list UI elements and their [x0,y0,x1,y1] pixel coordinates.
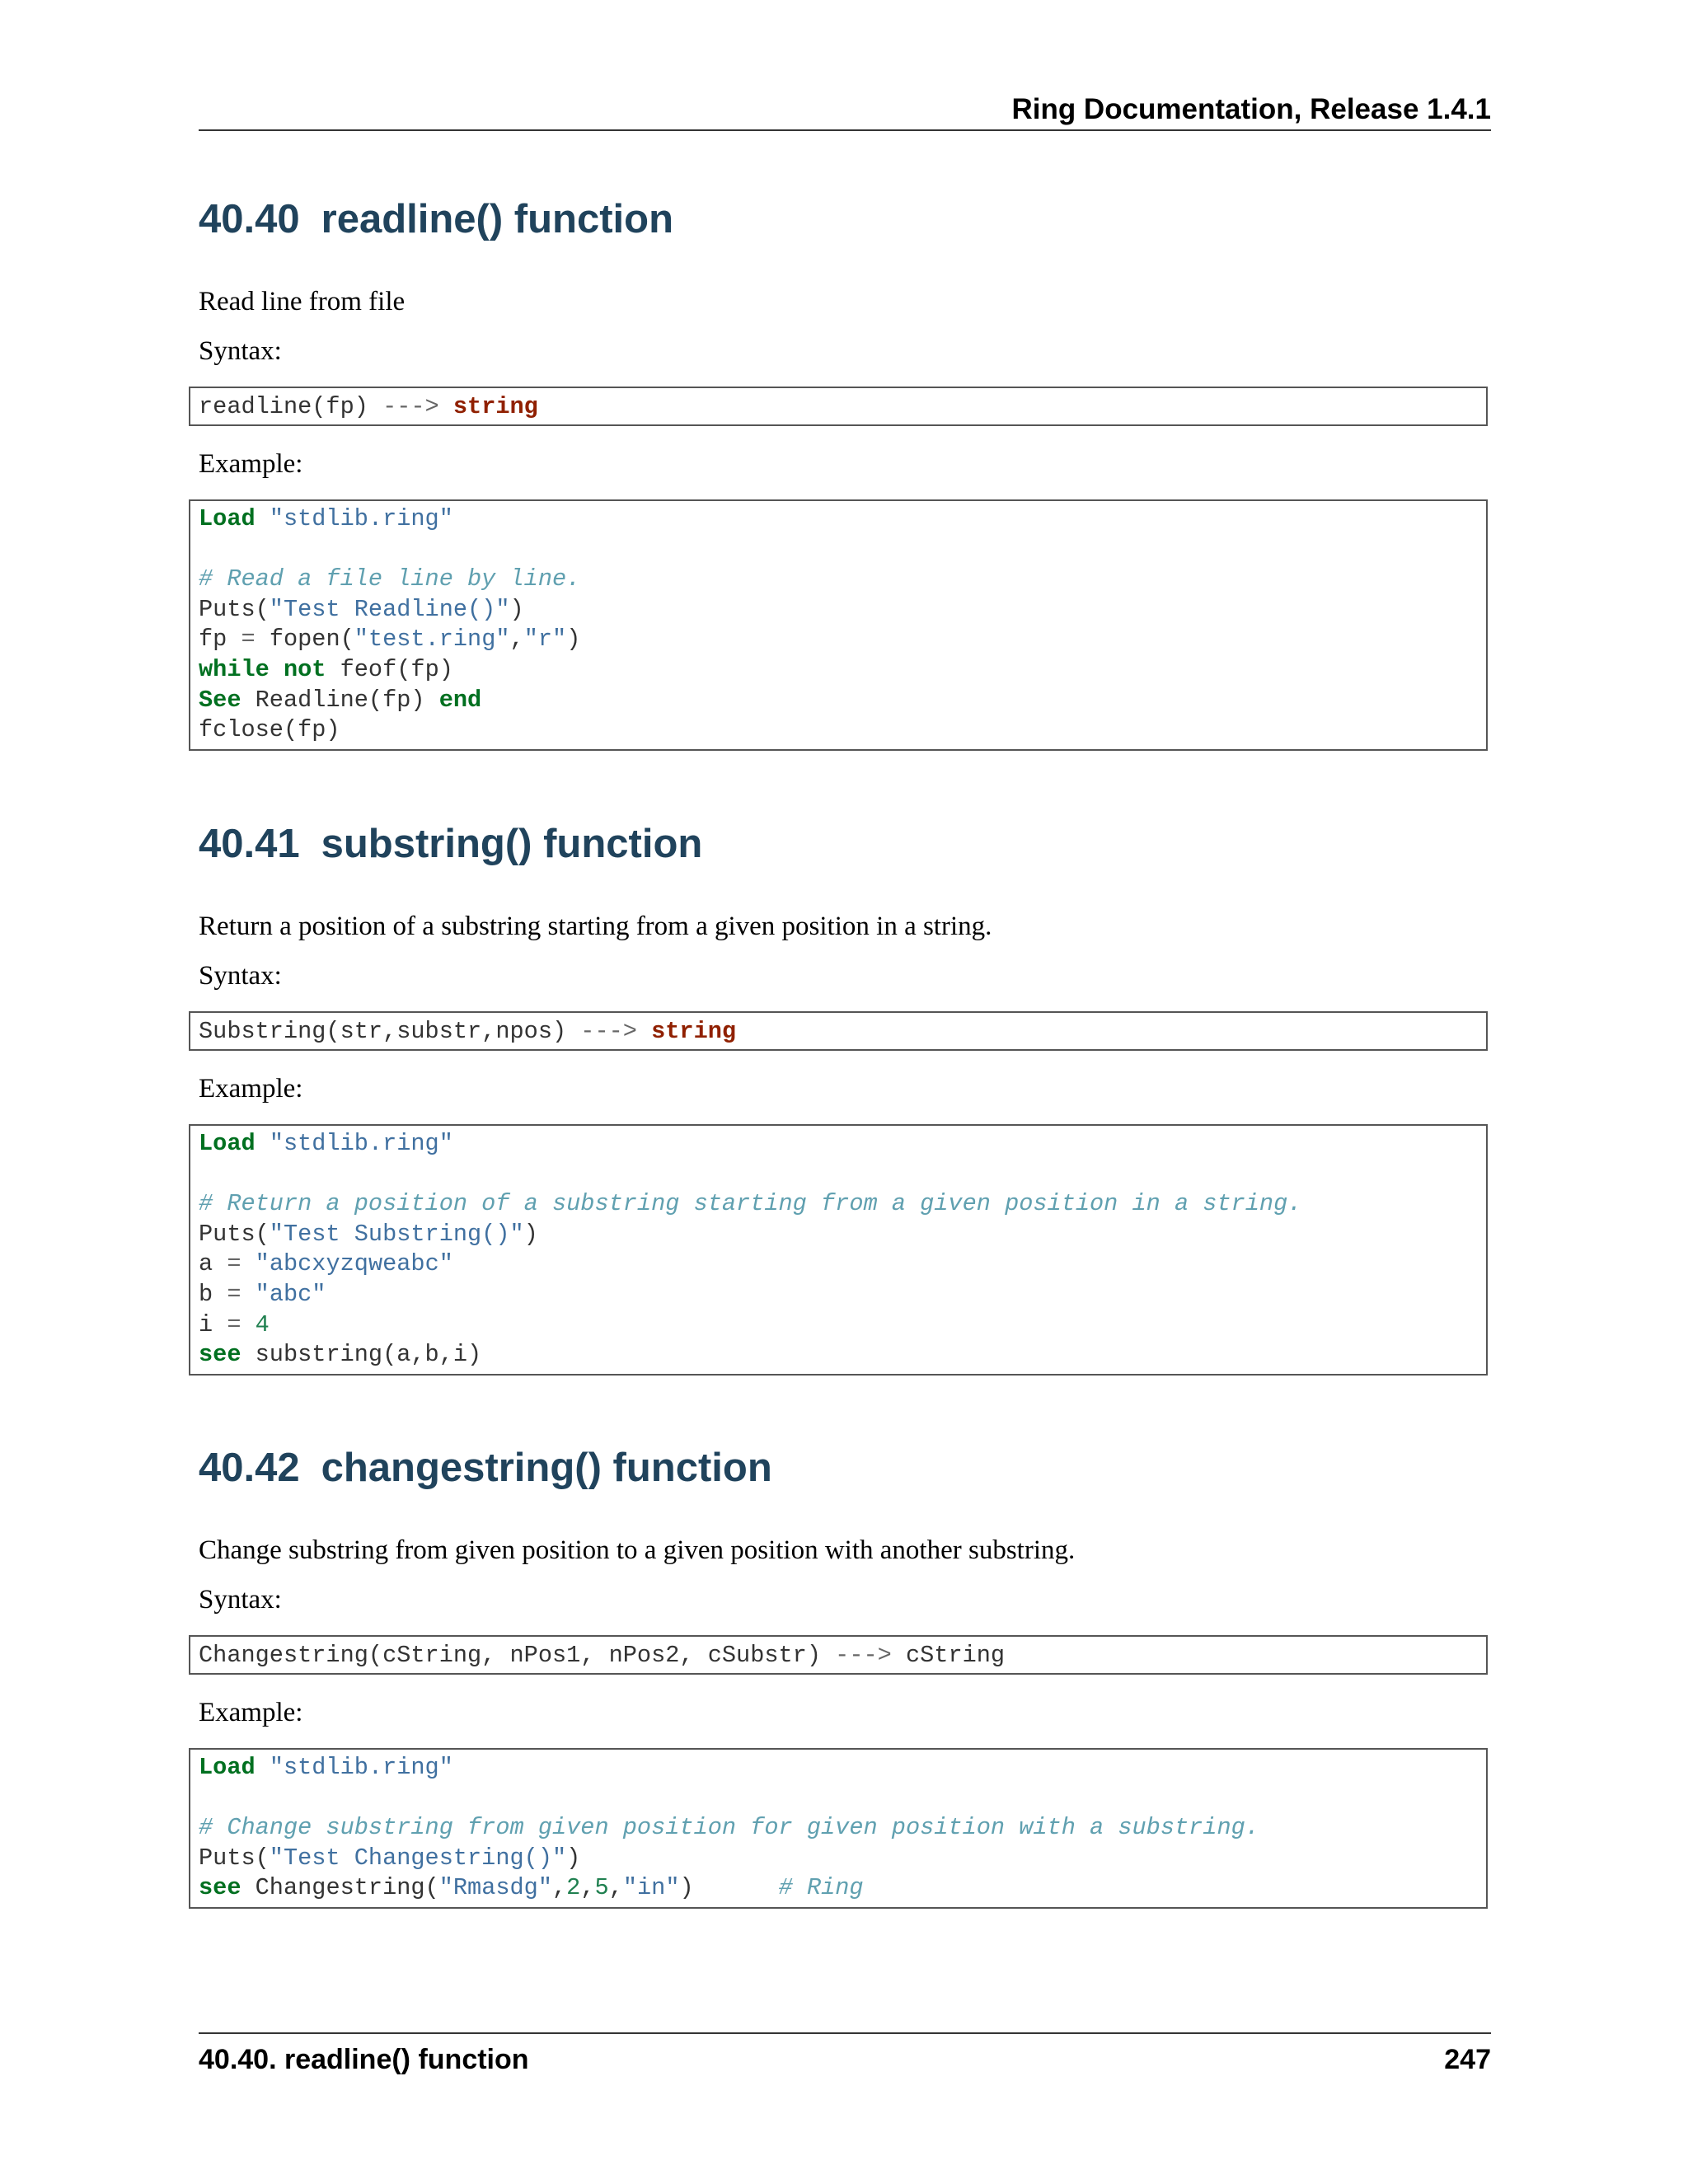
running-footer [199,2040,1491,2079]
section-title: substring() function [321,822,703,866]
code-line [199,1281,326,1308]
code-token: end [438,686,482,714]
code-token: "Test Readline()" [269,595,510,623]
code-token: Load [199,1130,256,1157]
code-token: ---> [835,1642,892,1669]
code-token: , [580,1874,595,1902]
code-token: "stdlib.ring" [269,1754,453,1781]
example-code-block [189,1748,1488,1909]
code-token: Puts( [199,595,270,623]
section-title: readline() function [321,197,674,241]
code-token: "Rmasdg" [438,1874,552,1902]
code-token: = [227,1310,241,1338]
code-token: ) [509,595,524,623]
code-token: b [199,1280,227,1308]
code-token: fp [199,626,241,654]
running-header: Ring Documentation, Release 1.4.1 [1011,93,1491,125]
code-token: # Read a file line by line. [199,565,581,593]
section-number: 40.40 [199,197,300,241]
code-token: , [608,1874,623,1902]
code-token: not [283,655,326,683]
code-token: "r" [523,626,567,654]
code-token [241,1281,256,1308]
code-line [199,565,580,593]
section-heading [199,194,1491,244]
code-token: "abcxyzqweabc" [255,1250,453,1278]
section-substring [199,819,1491,1369]
code-token: 5 [594,1874,609,1902]
code-line [199,1874,864,1901]
code-token [241,1311,256,1338]
code-token [256,505,270,532]
code-token: Readline(fp) [241,686,439,714]
code-token: = [241,626,256,654]
code-line [199,716,340,743]
footer-section-title: 40.40. readline() function [199,2044,529,2075]
example-label: Example: [199,1074,303,1104]
code-token: Load [199,505,256,532]
code-token: # Ring [778,1874,864,1902]
document-page [199,0,1491,2184]
code-token: "test.ring" [354,626,510,654]
section-title: changestring() function [321,1446,772,1490]
section-changestring [199,1443,1491,1902]
section-description: Read line from file [199,287,406,316]
syntax-label: Syntax: [199,1585,282,1615]
example-label: Example: [199,1698,303,1727]
code-token: "Test Changestring()" [269,1844,567,1872]
code-token: feof(fp) [326,655,453,683]
code-token: ) [679,1874,779,1902]
code-line [199,687,481,714]
section-readline [199,194,1491,744]
code-line [199,1190,1301,1217]
code-token: string [651,1018,737,1045]
code-token [241,1250,256,1277]
code-token: Puts( [199,1220,270,1248]
code-token: ) [523,1220,538,1248]
code-line [199,505,453,532]
code-token: ---> [580,1018,637,1045]
code-token: "Test Substring()" [269,1220,524,1248]
section-number: 40.41 [199,822,300,866]
code-line [199,1754,453,1781]
header-rule [199,129,1491,131]
code-line [199,1250,453,1277]
code-token: "abc" [255,1280,326,1308]
code-token: while [199,655,270,683]
code-line [199,1311,270,1338]
code-token [637,1018,651,1045]
syntax-code-block [189,1011,1488,1051]
code-token: see [199,1341,241,1369]
code-token: fclose(fp) [199,716,340,744]
code-token: ---> [382,393,439,420]
code-token: "stdlib.ring" [269,505,453,532]
code-line [199,656,453,683]
code-line [199,596,524,623]
code-token [256,1130,270,1157]
code-token: # Return a position of a substring starting from a given position in a string. [199,1190,1302,1218]
code-token: , [509,626,524,654]
code-token: substring(a,b,i) [241,1341,482,1369]
example-code-block [189,1124,1488,1376]
footer-rule [199,2032,1491,2034]
section-heading [199,1443,1491,1493]
page-number: 247 [1444,2044,1491,2075]
code-token: string [452,393,538,420]
code-token: 4 [255,1310,270,1338]
code-token: = [227,1280,241,1308]
code-token [270,656,284,683]
code-line [199,1221,538,1248]
code-token: see [199,1874,241,1902]
example-label: Example: [199,449,303,479]
code-token: Changestring(cString, nPos1, nPos2, cSubstr) [199,1642,836,1669]
code-line [199,1814,1259,1841]
section-heading [199,819,1491,869]
code-token [256,1754,270,1781]
code-token: "in" [622,1874,680,1902]
code-line [199,1844,580,1872]
code-token: # Change substring from given position for given position with a substring. [199,1814,1259,1842]
code-token: a [199,1250,227,1278]
syntax-code-block [189,387,1488,426]
code-token: fopen( [255,626,354,654]
code-token: See [199,686,241,714]
code-line [199,1341,481,1368]
syntax-code-block [189,1635,1488,1675]
code-line [199,1130,453,1157]
code-token: ) [566,626,581,654]
code-token: readline(fp) [199,393,383,420]
code-token: , [552,1874,567,1902]
syntax-label: Syntax: [199,336,282,366]
code-line [199,626,580,653]
code-token: i [199,1310,227,1338]
code-token: Puts( [199,1844,270,1872]
section-description: Return a position of a substring starting from a given position in a string. [199,912,992,941]
code-token: Changestring( [241,1874,439,1902]
section-description: Change substring from given position to a given position with another substring. [199,1535,1076,1565]
code-token: cString [891,1642,1006,1669]
code-token: "stdlib.ring" [269,1130,453,1157]
syntax-label: Syntax: [199,961,282,991]
section-number: 40.42 [199,1446,300,1490]
code-token: Load [199,1754,256,1781]
example-code-block [189,499,1488,751]
code-token: = [227,1250,241,1278]
code-token: ) [566,1844,581,1872]
code-token [439,393,453,420]
code-token: Substring(str,substr,npos) [199,1018,581,1045]
code-token: 2 [566,1874,581,1902]
